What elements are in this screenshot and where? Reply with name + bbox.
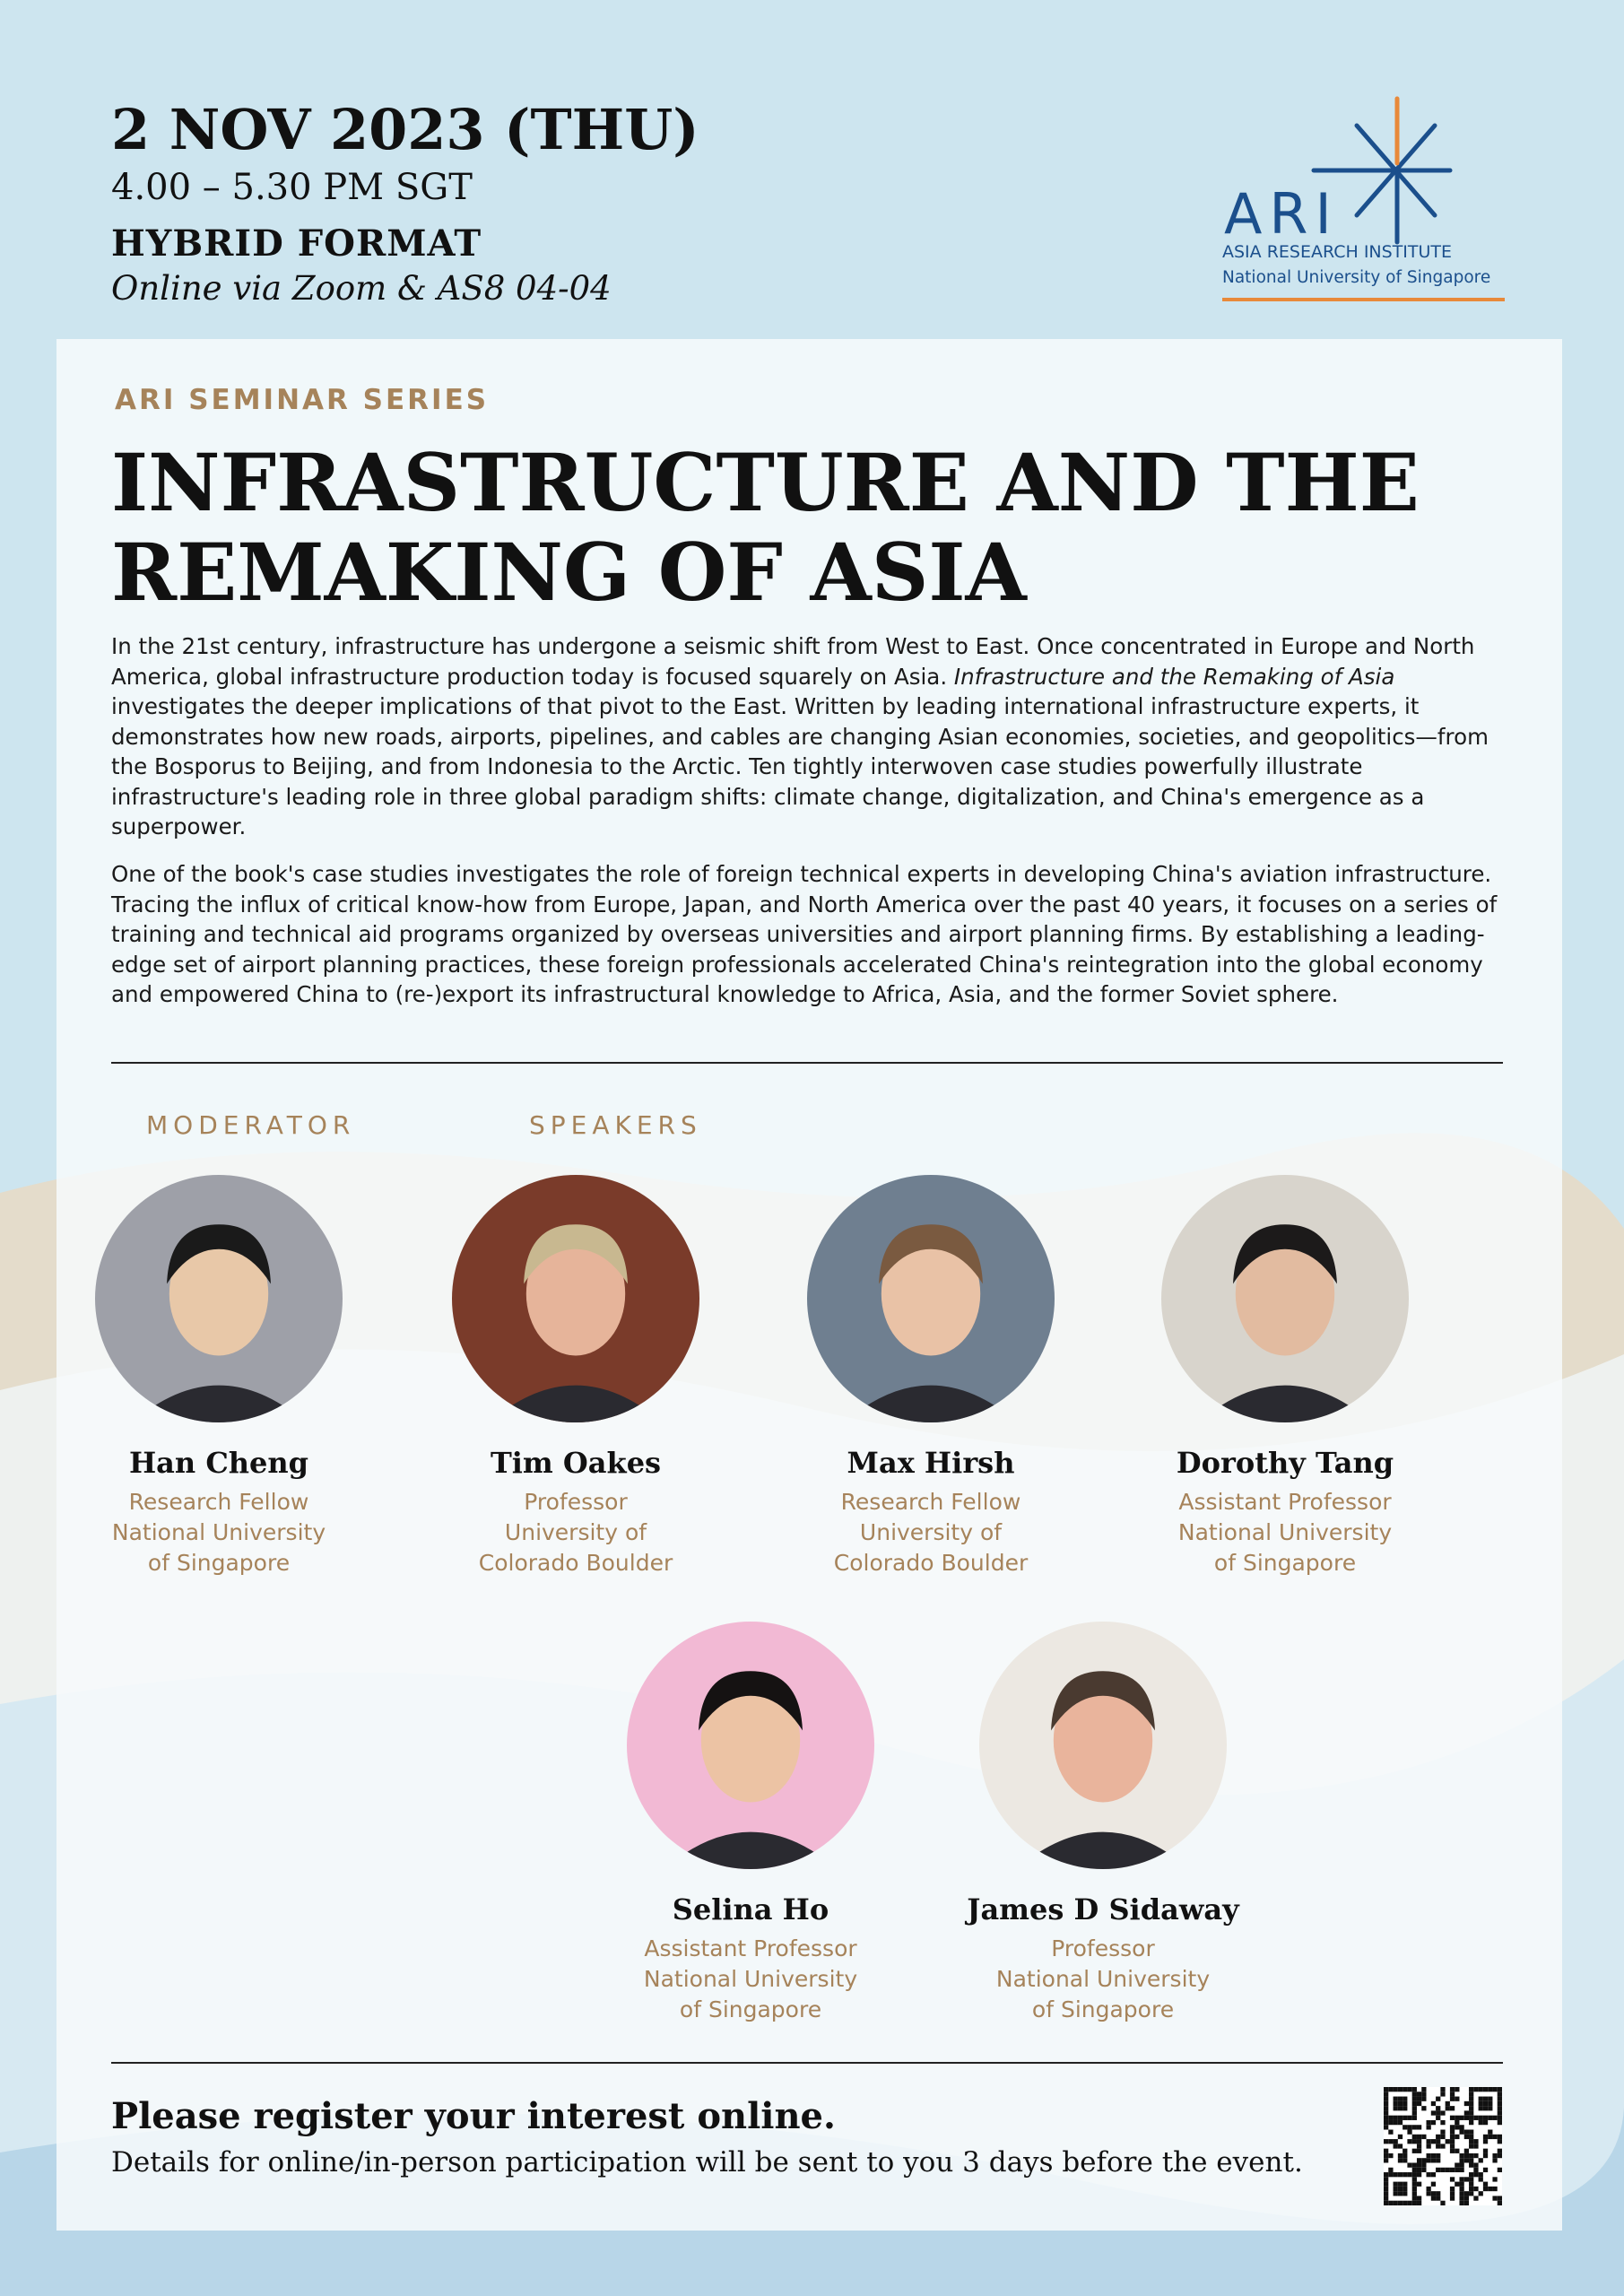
- speaker-org-cont: Colorado Boulder: [833, 1550, 1029, 1576]
- speaker-org: National University: [1177, 1519, 1393, 1545]
- speaker-photo: [627, 1622, 874, 1869]
- title-line-2: REMAKING OF ASIA: [111, 526, 1027, 619]
- speaker-org-cont: of Singapore: [1031, 1996, 1175, 2022]
- register-details: Details for online/in-person participation will be sent to you 3 days before the event.: [111, 2146, 1303, 2179]
- speaker-org: National University: [111, 1519, 326, 1545]
- speaker-affiliation: [57, 1487, 380, 1578]
- title-line-1: INFRASTRUCTURE AND THE: [111, 436, 1420, 529]
- register-heading: Please register your interest online.: [111, 2095, 836, 2137]
- speaker-card: [942, 1622, 1264, 2025]
- logo-name: ASIA RESEARCH INSTITUTE: [1222, 242, 1453, 262]
- ari-logo: [1215, 90, 1511, 309]
- logo-acronym: ARI: [1224, 181, 1339, 247]
- speaker-title: Professor: [1051, 1935, 1155, 1961]
- event-venue: Online via Zoom & AS8 04-04: [111, 269, 612, 308]
- speaker-photo: [1161, 1175, 1409, 1422]
- speaker-title: Research Fellow: [128, 1489, 309, 1515]
- speaker-affiliation: [414, 1487, 737, 1578]
- speaker-title: Assistant Professor: [1178, 1489, 1392, 1515]
- speaker-org-cont: of Singapore: [1213, 1550, 1357, 1576]
- event-time: 4.00 – 5.30 PM SGT: [111, 167, 473, 208]
- speaker-name: Tim Oakes: [490, 1446, 662, 1480]
- speaker-affiliation: [769, 1487, 1092, 1578]
- moderator-label: MODERATOR: [146, 1110, 356, 1140]
- speaker-name: Han Cheng: [128, 1446, 309, 1480]
- speaker-photo: [979, 1622, 1227, 1869]
- qr-code[interactable]: [1384, 2087, 1502, 2205]
- speaker-org: National University: [995, 1966, 1211, 1992]
- speaker-photo: [95, 1175, 343, 1422]
- speaker-affiliation: [942, 1934, 1264, 2025]
- speaker-org: University of: [859, 1519, 1003, 1545]
- speaker-org-cont: of Singapore: [679, 1996, 822, 2022]
- speaker-name: James D Sidaway: [967, 1892, 1239, 1926]
- speaker-photo: [452, 1175, 699, 1422]
- event-date: 2 NOV 2023 (THU): [111, 97, 699, 162]
- speaker-org-cont: Colorado Boulder: [478, 1550, 673, 1576]
- seminar-series-label: ARI SEMINAR SERIES: [115, 384, 490, 416]
- abstract-paragraph-2: One of the book's case studies investigates the role of foreign technical experts in developing China's aviation infrastructure. Tracing the influx of critical know-how from Europe, Japan, and North America over the past 40 years, it focuses on a series of training and technical aid programs organized by overseas universities and airport planning firms. By establishing a leading-edge set of airport planning practices, these foreign professionals accelerated China's reintegration into the global economy and empowered China to (re-)export its infrastructural knowledge to Africa, Asia, and the former Soviet sphere.: [111, 861, 1498, 1007]
- speaker-title: Assistant Professor: [644, 1935, 857, 1961]
- speaker-affiliation: [589, 1934, 912, 2025]
- divider: [111, 1062, 1503, 1064]
- speaker-name: Dorothy Tang: [1176, 1446, 1394, 1480]
- event-title: [111, 438, 1546, 617]
- logo-university: National University of Singapore: [1222, 268, 1491, 287]
- p1-text: In the 21st century, infrastructure has undergone a seismic shift from West to East. Once concentrated in Europe and North America, global infrastructure production today is focused squarely on Asia.: [111, 633, 1475, 690]
- event-format: HYBRID FORMAT: [111, 222, 482, 265]
- speaker-org: University of: [504, 1519, 647, 1545]
- speaker-card: [57, 1175, 380, 1578]
- speaker-card: [414, 1175, 737, 1578]
- speaker-name: Selina Ho: [672, 1892, 829, 1926]
- speaker-card: [769, 1175, 1092, 1578]
- speaker-photo: [807, 1175, 1055, 1422]
- speaker-title: Professor: [524, 1489, 628, 1515]
- p1-text-cont: investigates the deeper implications of that pivot to the East. Written by leading international infrastructure experts, it demonstrates how new roads, airports, pipelines, and cables are changing Asian economies, societies, and geopolitics—from the Bosporus to Beijing, and from Indonesia to the Arctic. Ten tightly interwoven case studies powerfully illustrate infrastructure's leading role in three global paradigm shifts: climate change, digitalization, and China's emergence as a superpower.: [111, 693, 1489, 839]
- speakers-label: SPEAKERS: [529, 1110, 702, 1140]
- speaker-card: [589, 1622, 912, 2025]
- speaker-org-cont: of Singapore: [147, 1550, 291, 1576]
- speaker-card: [1124, 1175, 1446, 1578]
- speaker-affiliation: [1124, 1487, 1446, 1578]
- book-title: Infrastructure and the Remaking of Asia: [953, 663, 1395, 690]
- abstract-paragraph-1: [111, 631, 1510, 842]
- divider: [111, 2062, 1503, 2064]
- speaker-title: Research Fellow: [840, 1489, 1021, 1515]
- speaker-org: National University: [643, 1966, 858, 1992]
- speaker-name: Max Hirsh: [847, 1446, 1015, 1480]
